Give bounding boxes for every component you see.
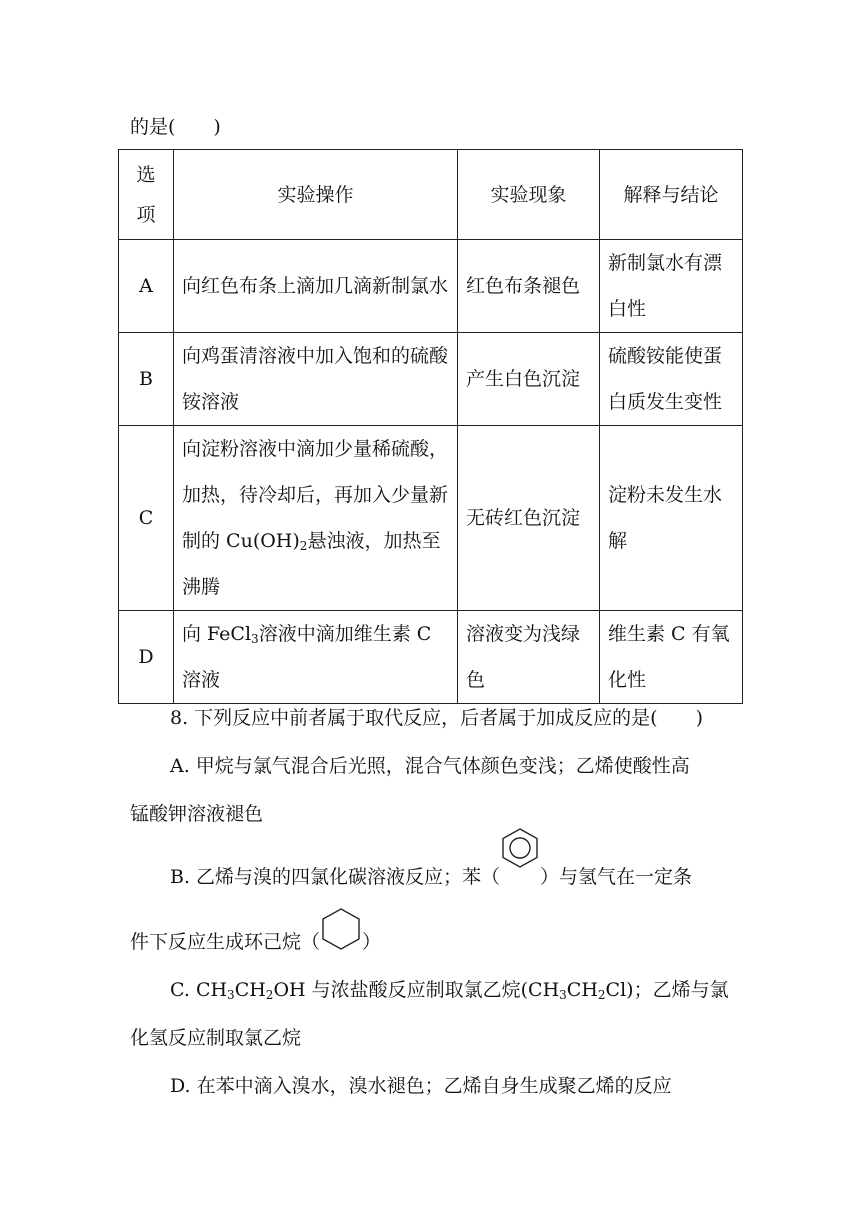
subscript: 2 bbox=[597, 988, 606, 1002]
operation-text: 溶液中滴加维生素 C 溶液 bbox=[182, 623, 432, 691]
row-option: A bbox=[119, 240, 174, 333]
option-b-text: ）与氢气在一定条 bbox=[540, 866, 693, 888]
row-phenomenon: 无砖红色沉淀 bbox=[458, 426, 600, 611]
row-operation: 向鸡蛋清溶液中加入饱和的硫酸铵溶液 bbox=[174, 333, 458, 426]
question-continuation: 的是( ) bbox=[130, 116, 221, 138]
table-row bbox=[119, 611, 743, 704]
operation-text: 悬浊液，加热至沸腾 bbox=[182, 530, 441, 598]
experiment-table bbox=[118, 149, 743, 704]
row-phenomenon: 红色布条褪色 bbox=[458, 240, 600, 333]
header-phenomenon: 实验现象 bbox=[458, 150, 600, 240]
row-phenomenon: 溶液变为浅绿色 bbox=[458, 611, 600, 704]
header-operation: 实验操作 bbox=[174, 150, 458, 240]
operation-text: 向 FeCl bbox=[182, 623, 252, 645]
option-c-line2: 化氢反应制取氯乙烷 bbox=[130, 1027, 302, 1049]
subscript: 2 bbox=[265, 988, 274, 1002]
formula-text: CH bbox=[234, 979, 266, 1001]
operation-text: 向淀粉溶液中滴加少量稀硫酸，加热，待冷却后，再加入少量新制的 Cu(OH) bbox=[182, 438, 449, 552]
option-b-line1 bbox=[130, 842, 734, 912]
option-c-line1 bbox=[130, 966, 734, 1014]
row-option: C bbox=[119, 426, 174, 611]
row-operation: 向红色布条上滴加几滴新制氯水 bbox=[174, 240, 458, 333]
table-row bbox=[119, 240, 743, 333]
row-conclusion: 新制氯水有漂白性 bbox=[600, 240, 743, 333]
subscript: 2 bbox=[299, 539, 308, 553]
option-d: D. 在苯中滴入溴水，溴水褪色；乙烯自身生成聚乙烯的反应 bbox=[170, 1075, 672, 1097]
row-conclusion: 淀粉未发生水解 bbox=[600, 426, 743, 611]
formula-text: CH bbox=[566, 979, 598, 1001]
formula-text: C. CH bbox=[170, 979, 228, 1001]
header-option bbox=[119, 150, 174, 240]
header-option-char1: 选 bbox=[136, 163, 156, 186]
header-conclusion: 解释与结论 bbox=[600, 150, 743, 240]
option-b-text: 件下反应生成环己烷（ bbox=[130, 931, 321, 953]
table-header-row bbox=[119, 150, 743, 240]
benzene-ring-icon bbox=[500, 827, 540, 869]
row-conclusion: 维生素 C 有氧化性 bbox=[600, 611, 743, 704]
table-row bbox=[119, 333, 743, 426]
subscript: 3 bbox=[251, 632, 259, 646]
option-b-text: B. 乙烯与溴的四氯化碳溶液反应；苯（ bbox=[170, 866, 501, 888]
formula-text: OH 与浓盐酸反应制取氯乙烷(CH bbox=[273, 979, 560, 1001]
row-phenomenon: 产生白色沉淀 bbox=[458, 333, 600, 426]
question-8 bbox=[130, 694, 734, 838]
option-b bbox=[130, 842, 734, 972]
row-option: B bbox=[119, 333, 174, 426]
option-c bbox=[130, 966, 734, 1110]
option-a-line1: A. 甲烷与氯气混合后光照，混合气体颜色变浅；乙烯使酸性高 bbox=[170, 755, 690, 777]
cyclohexane-ring-icon bbox=[320, 907, 362, 951]
row-conclusion: 硫酸铵能使蛋白质发生变性 bbox=[600, 333, 743, 426]
option-b-text: ） bbox=[362, 931, 382, 953]
option-a-line2: 锰酸钾溶液褪色 bbox=[130, 803, 264, 825]
row-option: D bbox=[119, 611, 174, 704]
header-option-char2: 项 bbox=[136, 203, 156, 226]
table-row bbox=[119, 426, 743, 611]
question-stem: 8. 下列反应中前者属于取代反应，后者属于加成反应的是( ) bbox=[170, 707, 703, 729]
subscript: 3 bbox=[559, 988, 567, 1002]
subscript: 3 bbox=[227, 988, 235, 1002]
row-operation bbox=[174, 426, 458, 611]
option-b-line2 bbox=[130, 912, 734, 972]
row-operation bbox=[174, 611, 458, 704]
formula-text: Cl)；乙烯与氯 bbox=[605, 979, 729, 1001]
